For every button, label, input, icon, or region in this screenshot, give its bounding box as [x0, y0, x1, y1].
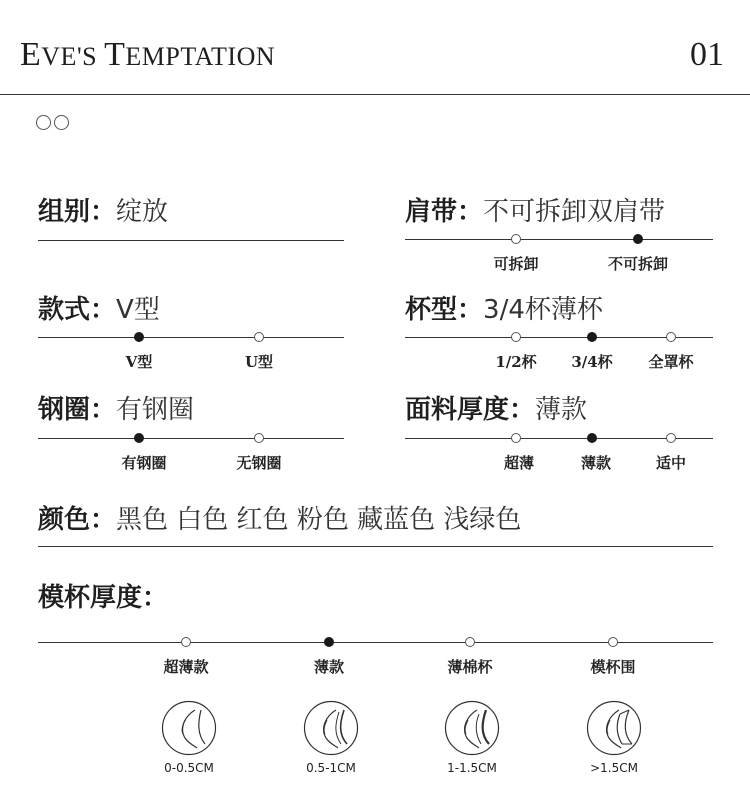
cup-spec: 杯型：3/4杯薄杯 [405, 295, 603, 325]
thickness-range-0: 0-0.5CM [164, 761, 214, 775]
fabric-marker-2 [666, 433, 676, 443]
style-track [38, 337, 344, 371]
wire-option-0: 有钢圈 [121, 454, 167, 472]
style-label: 款式 [38, 295, 91, 325]
strap-value: 不可拆卸双肩带 [483, 197, 666, 227]
mold-marker-3 [608, 637, 618, 647]
fabric-value: 薄款 [535, 395, 588, 425]
cup-value: 3/4杯薄杯 [483, 295, 603, 325]
mold-track [38, 642, 713, 676]
colors-value: 黑色 白色 红色 粉色 藏蓝色 浅绿色 [116, 505, 522, 535]
wire-label: 钢圈 [38, 395, 91, 425]
group-spec: 组别：绽放 [38, 197, 169, 227]
group-value: 绽放 [116, 197, 169, 227]
cup-marker-1 [587, 332, 597, 342]
mold-marker-1 [324, 637, 334, 647]
thickness-range-2: 1-1.5CM [447, 761, 497, 775]
cup-thickness-icon [303, 700, 359, 756]
decorative-dots [36, 115, 69, 130]
style-value: V型 [116, 295, 160, 325]
page-number: 01 [690, 36, 724, 73]
mold-marker-2 [465, 637, 475, 647]
strap-option-1: 不可拆卸 [607, 255, 669, 273]
wire-spec: 钢圈：有钢圈 [38, 395, 195, 425]
style-option-0: V型 [125, 353, 153, 371]
strap-spec: 肩带：不可拆卸双肩带 [405, 197, 666, 227]
wire-marker-1 [254, 433, 264, 443]
fabric-option-2: 适中 [655, 454, 687, 472]
circle-icon [36, 115, 51, 130]
style-option-1: U型 [244, 353, 274, 371]
strap-label: 肩带 [405, 197, 458, 227]
cup-label: 杯型 [405, 295, 458, 325]
fabric-track [405, 438, 713, 472]
fabric-option-0: 超薄 [503, 454, 535, 472]
style-marker-1 [254, 332, 264, 342]
strap-marker-0 [511, 234, 521, 244]
cup-thickness-icon [161, 700, 217, 756]
fabric-spec: 面料厚度：薄款 [405, 395, 588, 425]
header-divider [0, 94, 750, 95]
cup-marker-0 [511, 332, 521, 342]
wire-value: 有钢圈 [116, 395, 195, 425]
fabric-option-1: 薄款 [580, 454, 612, 472]
wire-option-1: 无钢圈 [236, 454, 282, 472]
wire-marker-0 [134, 433, 144, 443]
thickness-range-1: 0.5-1CM [306, 761, 356, 775]
wire-track [38, 438, 344, 472]
cup-thickness-icon [586, 700, 642, 756]
cup-marker-2 [666, 332, 676, 342]
cup-option-1: 3/4杯 [571, 353, 613, 371]
strap-marker-1 [633, 234, 643, 244]
cup-track [405, 337, 713, 371]
cup-option-2: 全罩杯 [648, 353, 694, 371]
mold-marker-0 [181, 637, 191, 647]
mold-option-0: 超薄款 [163, 658, 209, 676]
colors-underline [38, 546, 713, 547]
fabric-marker-1 [587, 433, 597, 443]
brand-logo: EVE'S TEMPTATION [20, 36, 276, 73]
cup-thickness-icon [444, 700, 500, 756]
mold-option-3: 模杯围 [590, 658, 636, 676]
colors-spec: 颜色：黑色 白色 红色 粉色 藏蓝色 浅绿色 [38, 505, 522, 535]
cup-option-0: 1/2杯 [495, 353, 537, 371]
mold-spec: 模杯厚度： [38, 583, 169, 613]
mold-option-2: 薄棉杯 [447, 658, 493, 676]
style-marker-0 [134, 332, 144, 342]
mold-label: 模杯厚度 [38, 583, 143, 613]
fabric-label: 面料厚度 [405, 395, 510, 425]
group-underline [38, 240, 344, 241]
thickness-range-3: >1.5CM [590, 761, 638, 775]
colors-label: 颜色 [38, 505, 91, 535]
strap-option-0: 可拆卸 [493, 255, 539, 273]
style-spec: 款式：V型 [38, 295, 160, 325]
mold-option-1: 薄款 [313, 658, 345, 676]
strap-track [405, 239, 713, 273]
group-label: 组别 [38, 197, 91, 227]
circle-icon [54, 115, 69, 130]
fabric-marker-0 [511, 433, 521, 443]
